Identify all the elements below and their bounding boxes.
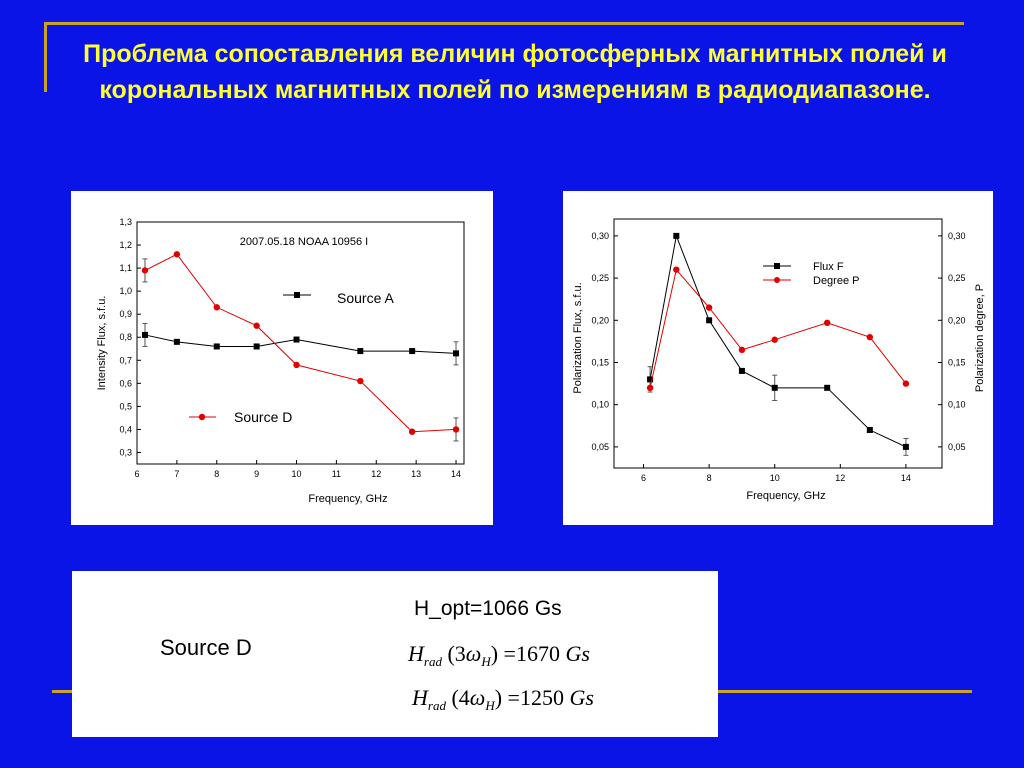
formula-row-3-omega xyxy=(408,641,590,670)
slide-title: Проблема сопоставления величин фотосферных магнитных полей и корональных магнитных полей по измерениям в радиодиапазоне. xyxy=(83,40,947,104)
intensity-chart-panel xyxy=(71,191,493,525)
data-point-square xyxy=(174,339,180,345)
data-point-square xyxy=(294,337,300,343)
x-tick-label: 8 xyxy=(214,469,220,479)
data-point-circle xyxy=(253,323,259,329)
chart-annotation: 2007.05.18 NOAA 10956 I xyxy=(239,236,369,248)
data-point-square xyxy=(824,385,830,391)
data-point-square xyxy=(772,385,778,391)
y-tick-label-right: 0,05 xyxy=(948,441,966,452)
x-tick-label: 10 xyxy=(291,469,302,479)
legend-label-degree-p: Degree P xyxy=(813,275,860,287)
data-point-circle xyxy=(673,266,679,272)
formula-close-paren: ) xyxy=(494,685,503,710)
y-tick-label: 0,30 xyxy=(591,230,609,241)
x-tick-label: 10 xyxy=(769,473,780,483)
data-point-square xyxy=(903,444,909,450)
legend-label-flux-f: Flux F xyxy=(813,261,844,273)
data-point-circle xyxy=(867,334,873,340)
data-point-square xyxy=(254,343,260,349)
data-point-square xyxy=(673,233,679,239)
intensity-chart xyxy=(71,191,493,525)
data-point-circle xyxy=(824,320,830,326)
formula-omega-subscript: H xyxy=(485,698,495,713)
x-tick-label: 9 xyxy=(254,469,260,479)
formula-panel xyxy=(72,571,718,737)
y-tick-label: 0,4 xyxy=(119,424,132,435)
polarization-chart xyxy=(563,191,993,525)
y-axis-label-right: Polarization degree, P xyxy=(974,283,986,393)
y-tick-label-right: 0,20 xyxy=(948,315,966,326)
x-tick-label: 7 xyxy=(174,469,180,479)
y-axis-label-left: Polarization Flux, s.f.u. xyxy=(572,282,584,394)
y-tick-label: 1,3 xyxy=(119,217,132,227)
x-tick-label: 6 xyxy=(641,473,647,483)
y-tick-label: 1,0 xyxy=(119,286,132,297)
formula-h: H xyxy=(408,641,424,666)
y-tick-label: 0,20 xyxy=(591,315,609,326)
series-line-1 xyxy=(145,254,456,431)
data-point-square xyxy=(453,350,459,356)
legend-marker-flux-f xyxy=(774,263,780,269)
formula-omega: ω xyxy=(469,685,486,710)
x-axis-label: Frequency, GHz xyxy=(308,493,388,505)
x-tick-label: 12 xyxy=(835,473,846,483)
data-point-square xyxy=(409,348,415,354)
x-axis-label: Frequency, GHz xyxy=(746,490,826,502)
data-point-square xyxy=(142,332,148,338)
formula-value: 1250 xyxy=(519,685,564,710)
y-tick-label: 1,2 xyxy=(119,240,132,251)
formula-equals: = xyxy=(507,685,520,710)
legend-marker-degree-p xyxy=(774,277,780,283)
data-point-circle xyxy=(739,347,745,353)
formula-argument: (4 xyxy=(451,685,470,710)
formula-value: 1670 xyxy=(515,641,560,666)
data-point-square xyxy=(214,343,220,349)
formula-unit: Gs xyxy=(565,641,590,666)
x-tick-label: 12 xyxy=(371,469,382,479)
x-tick-label: 14 xyxy=(900,473,911,483)
y-tick-label: 0,25 xyxy=(591,273,609,284)
x-tick-label: 13 xyxy=(411,469,422,479)
plot-frame xyxy=(614,219,942,468)
left-gold-line xyxy=(44,22,47,92)
y-tick-label: 0,3 xyxy=(119,447,132,458)
y-axis-label: Intensity Flux, s.f.u. xyxy=(96,295,108,391)
formula-h: H xyxy=(412,685,428,710)
data-point-circle xyxy=(142,267,148,273)
y-tick-label-right: 0,30 xyxy=(948,230,966,241)
data-point-circle xyxy=(174,251,180,257)
y-tick-label: 0,6 xyxy=(119,378,132,389)
legend-label-source-a: Source A xyxy=(337,290,394,306)
y-tick-label: 0,15 xyxy=(591,357,609,368)
y-tick-label-right: 0,10 xyxy=(948,399,966,410)
y-tick-label-right: 0,25 xyxy=(948,273,966,284)
data-point-square xyxy=(357,348,363,354)
polarization-chart-panel xyxy=(563,191,993,525)
legend-marker-source-a xyxy=(294,292,300,298)
data-point-circle xyxy=(647,385,653,391)
y-tick-label: 0,8 xyxy=(119,332,132,343)
data-point-circle xyxy=(357,378,363,384)
y-tick-label: 0,5 xyxy=(119,401,132,412)
formula-equals: = xyxy=(503,641,516,666)
source-d-label: Source D xyxy=(160,635,252,660)
data-point-circle xyxy=(409,429,415,435)
data-point-circle xyxy=(214,304,220,310)
y-tick-label: 0,9 xyxy=(119,309,132,320)
data-point-circle xyxy=(903,380,909,386)
formula-omega: ω xyxy=(465,641,482,666)
formula-h-subscript: rad xyxy=(423,654,442,669)
y-tick-label: 0,10 xyxy=(591,399,609,410)
formula-argument: (3 xyxy=(447,641,466,666)
legend-label-source-d: Source D xyxy=(234,409,293,425)
data-point-circle xyxy=(453,426,459,432)
y-tick-label: 0,05 xyxy=(591,441,609,452)
formula-omega-subscript: H xyxy=(481,654,491,669)
y-tick-label-right: 0,15 xyxy=(948,357,966,368)
legend-marker-source-d xyxy=(199,414,205,420)
y-tick-label: 0,7 xyxy=(119,355,132,366)
data-point-square xyxy=(739,368,745,374)
x-tick-label: 8 xyxy=(706,473,712,483)
h-opt-value: H_opt=1066 Gs xyxy=(414,597,562,620)
formula-unit: Gs xyxy=(569,685,594,710)
formula-close-paren: ) xyxy=(490,641,499,666)
data-point-circle xyxy=(706,304,712,310)
x-tick-label: 11 xyxy=(331,469,342,479)
data-point-square xyxy=(867,427,873,433)
series-line-1 xyxy=(650,270,906,388)
top-gold-line xyxy=(44,22,964,25)
formula-row-4-omega xyxy=(412,685,594,714)
y-tick-label: 1,1 xyxy=(119,263,132,274)
data-point-circle xyxy=(293,362,299,368)
x-tick-label: 14 xyxy=(451,469,462,479)
data-point-square xyxy=(706,317,712,323)
x-tick-label: 6 xyxy=(134,469,140,479)
formula-h-subscript: rad xyxy=(427,698,446,713)
data-point-circle xyxy=(772,337,778,343)
